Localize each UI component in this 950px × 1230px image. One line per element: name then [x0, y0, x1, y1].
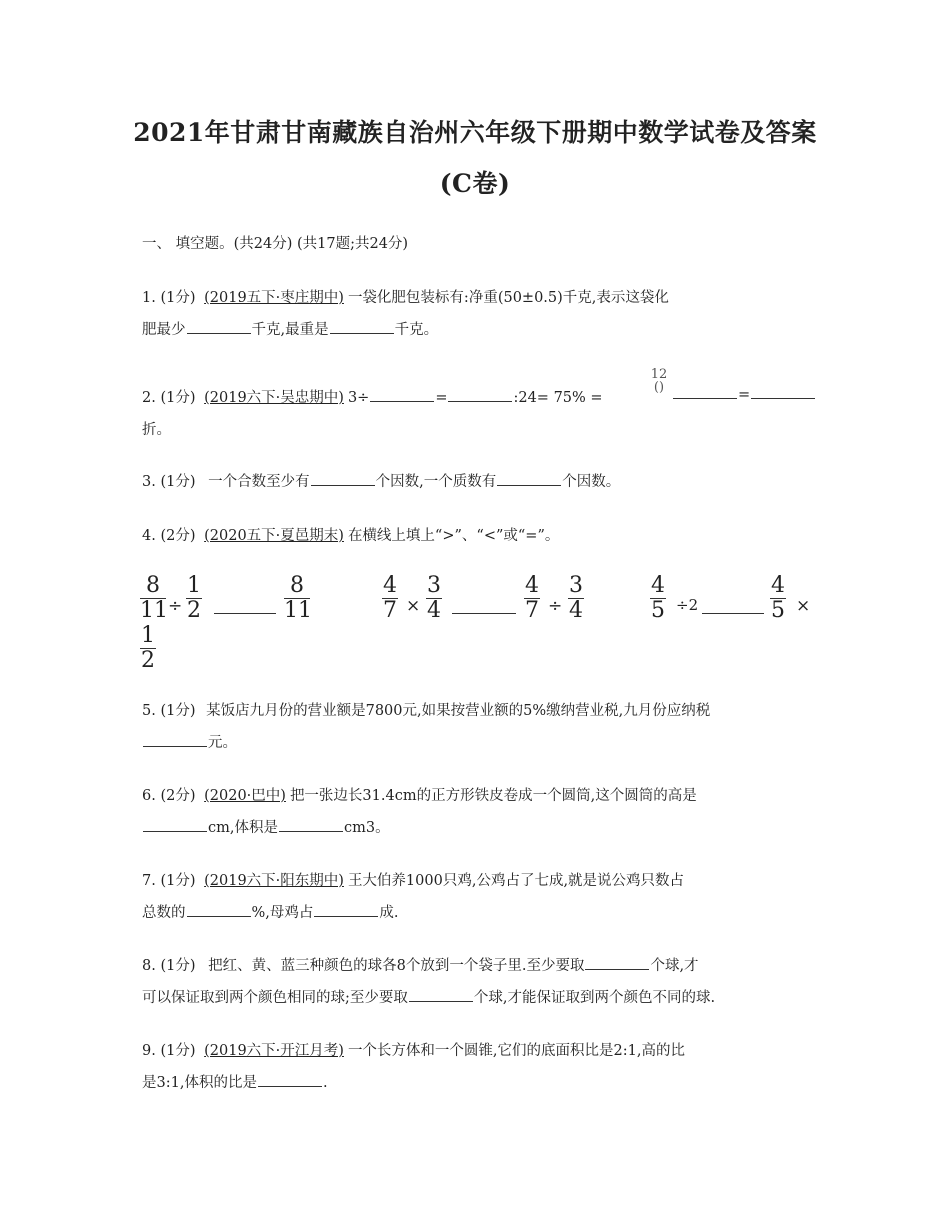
fraction: 3 4	[569, 573, 583, 623]
question-source-link[interactable]: (2019六下·阳东期中)	[204, 873, 344, 889]
answer-blank[interactable]	[279, 819, 343, 832]
answer-blank[interactable]	[187, 904, 251, 917]
question-text: 一个长方体和一个圆锥,它们的底面积比是2:1,高的比	[347, 1043, 685, 1059]
question-3	[142, 470, 620, 491]
question-number: 4.	[142, 528, 156, 544]
fraction: 4 7	[525, 573, 539, 623]
question-source-link[interactable]: (2019六下·吴忠期中)	[204, 390, 344, 406]
operator: ÷	[168, 596, 183, 616]
question-text: =	[435, 390, 448, 406]
question-text: 个因数,一个质数有	[375, 474, 497, 490]
fraction-numerator: 12	[650, 367, 668, 382]
answer-blank[interactable]	[143, 819, 207, 832]
answer-blank[interactable]	[751, 386, 815, 399]
question-points: (1分)	[160, 1043, 196, 1059]
answer-blank[interactable]	[673, 386, 737, 399]
question-points: (2分)	[160, 528, 196, 544]
question-2-line-1-tail	[672, 386, 816, 403]
answer-blank[interactable]	[143, 734, 207, 747]
question-text: 某饭店九月份的营业额是7800元,如果按营业额的5%缴纳营业税,九月份应纳税	[206, 703, 711, 719]
operator: ×	[406, 596, 421, 616]
question-points: (1分)	[160, 290, 196, 306]
page-title: 2021年甘肃甘南藏族自治州六年级下册期中数学试卷及答案	[133, 118, 817, 147]
question-text: 成.	[379, 905, 399, 921]
question-8-line-1	[142, 954, 699, 975]
question-text: 把红、黄、蓝三种颜色的球各8个放到一个袋子里.至少要取	[208, 958, 585, 974]
question-1-line-1	[142, 286, 669, 307]
question-8-line-2	[142, 986, 715, 1007]
page-subtitle: (C卷)	[439, 169, 511, 198]
question-9-line-2	[142, 1071, 328, 1092]
fraction: 4 5	[771, 573, 785, 623]
question-text: 一袋化肥包装标有:净重(50±0.5)千克,表示这袋化	[347, 290, 669, 306]
fraction-denominator: ()	[653, 380, 665, 395]
answer-blank[interactable]	[452, 612, 516, 614]
question-9-line-1	[142, 1039, 685, 1060]
question-text: 可以保证取到两个颜色相同的球;至少要取	[142, 990, 408, 1006]
question-2-line-1	[142, 386, 603, 407]
answer-blank[interactable]	[311, 473, 375, 486]
question-number: 5.	[142, 703, 156, 719]
answer-blank[interactable]	[214, 612, 276, 614]
question-text: 总数的	[142, 905, 186, 921]
answer-blank[interactable]	[702, 612, 764, 614]
question-1-line-2	[142, 318, 438, 339]
answer-blank[interactable]	[585, 957, 649, 970]
answer-blank[interactable]	[330, 321, 394, 334]
answer-blank[interactable]	[409, 989, 473, 1002]
question-text: 把一张边长31.4cm的正方形铁皮卷成一个圆筒,这个圆筒的高是	[289, 788, 697, 804]
answer-blank[interactable]	[497, 473, 561, 486]
question-number: 1.	[142, 290, 156, 306]
question-text: 在横线上填上“>”、“<”或“=”。	[347, 528, 560, 544]
question-source-link[interactable]: (2019五下·枣庄期中)	[204, 290, 344, 306]
question-text: cm3。	[343, 820, 390, 836]
answer-blank[interactable]	[187, 321, 251, 334]
fraction: 4 5	[651, 573, 665, 623]
question-6-line-2	[142, 816, 390, 837]
question-number: 8.	[142, 958, 156, 974]
question-text: 个球,才	[650, 958, 699, 974]
question-points: (1分)	[160, 958, 196, 974]
question-text: .	[322, 1075, 328, 1091]
operator: ÷	[548, 596, 563, 616]
question-2-line-2: 折。	[142, 422, 171, 438]
question-points: (1分)	[160, 390, 196, 406]
fraction: 4 7	[383, 573, 397, 623]
answer-blank[interactable]	[448, 389, 512, 402]
question-source-link[interactable]: (2019六下·开江月考)	[204, 1043, 344, 1059]
question-number: 6.	[142, 788, 156, 804]
question-number: 9.	[142, 1043, 156, 1059]
question-text: %,母鸡占	[251, 905, 314, 921]
question-2-fraction	[650, 368, 668, 394]
question-text: 王大伯养1000只鸡,公鸡占了七成,就是说公鸡只数占	[347, 873, 685, 889]
question-text: =	[738, 387, 751, 403]
question-text: 个球,才能保证取到两个颜色不同的球.	[473, 990, 716, 1006]
question-points: (1分)	[160, 873, 196, 889]
question-number: 7.	[142, 873, 156, 889]
fraction: 8 11	[140, 573, 168, 623]
question-4	[142, 524, 559, 545]
question-text: 是3:1,体积的比是	[142, 1075, 257, 1091]
section-heading: 一、 填空题。(共24分) (共17题;共24分)	[142, 236, 409, 252]
fraction: 8 11	[284, 573, 312, 623]
question-5-line-2	[142, 731, 237, 752]
question-text: :24= 75% =	[513, 390, 603, 406]
question-text: 3÷	[347, 390, 370, 406]
answer-blank[interactable]	[258, 1074, 322, 1087]
question-points: (2分)	[160, 788, 196, 804]
question-points: (1分)	[160, 703, 196, 719]
operator: ÷2	[676, 596, 699, 614]
question-7-line-2	[142, 901, 399, 922]
question-text: 千克。	[394, 322, 439, 338]
operator: ×	[796, 596, 811, 616]
question-5-line-1	[142, 699, 710, 720]
fraction: 1 2	[187, 573, 201, 623]
answer-blank[interactable]	[314, 904, 378, 917]
question-number: 2.	[142, 390, 156, 406]
answer-blank[interactable]	[370, 389, 434, 402]
question-text: cm,体积是	[208, 820, 278, 836]
question-text: 元。	[208, 735, 237, 751]
question-source-link[interactable]: (2020五下·夏邑期末)	[204, 528, 344, 544]
fraction: 3 4	[427, 573, 441, 623]
question-source-link[interactable]: (2020·巴中)	[204, 788, 286, 804]
question-text: 个因数。	[562, 474, 621, 490]
question-7-line-1	[142, 869, 684, 890]
fraction: 1 2	[141, 623, 155, 673]
question-6-line-1	[142, 784, 697, 805]
question-text: 千克,最重是	[251, 322, 329, 338]
question-text: 一个合数至少有	[208, 474, 310, 490]
question-text: 肥最少	[142, 322, 186, 338]
question-number: 3.	[142, 474, 156, 490]
question-points: (1分)	[160, 474, 196, 490]
